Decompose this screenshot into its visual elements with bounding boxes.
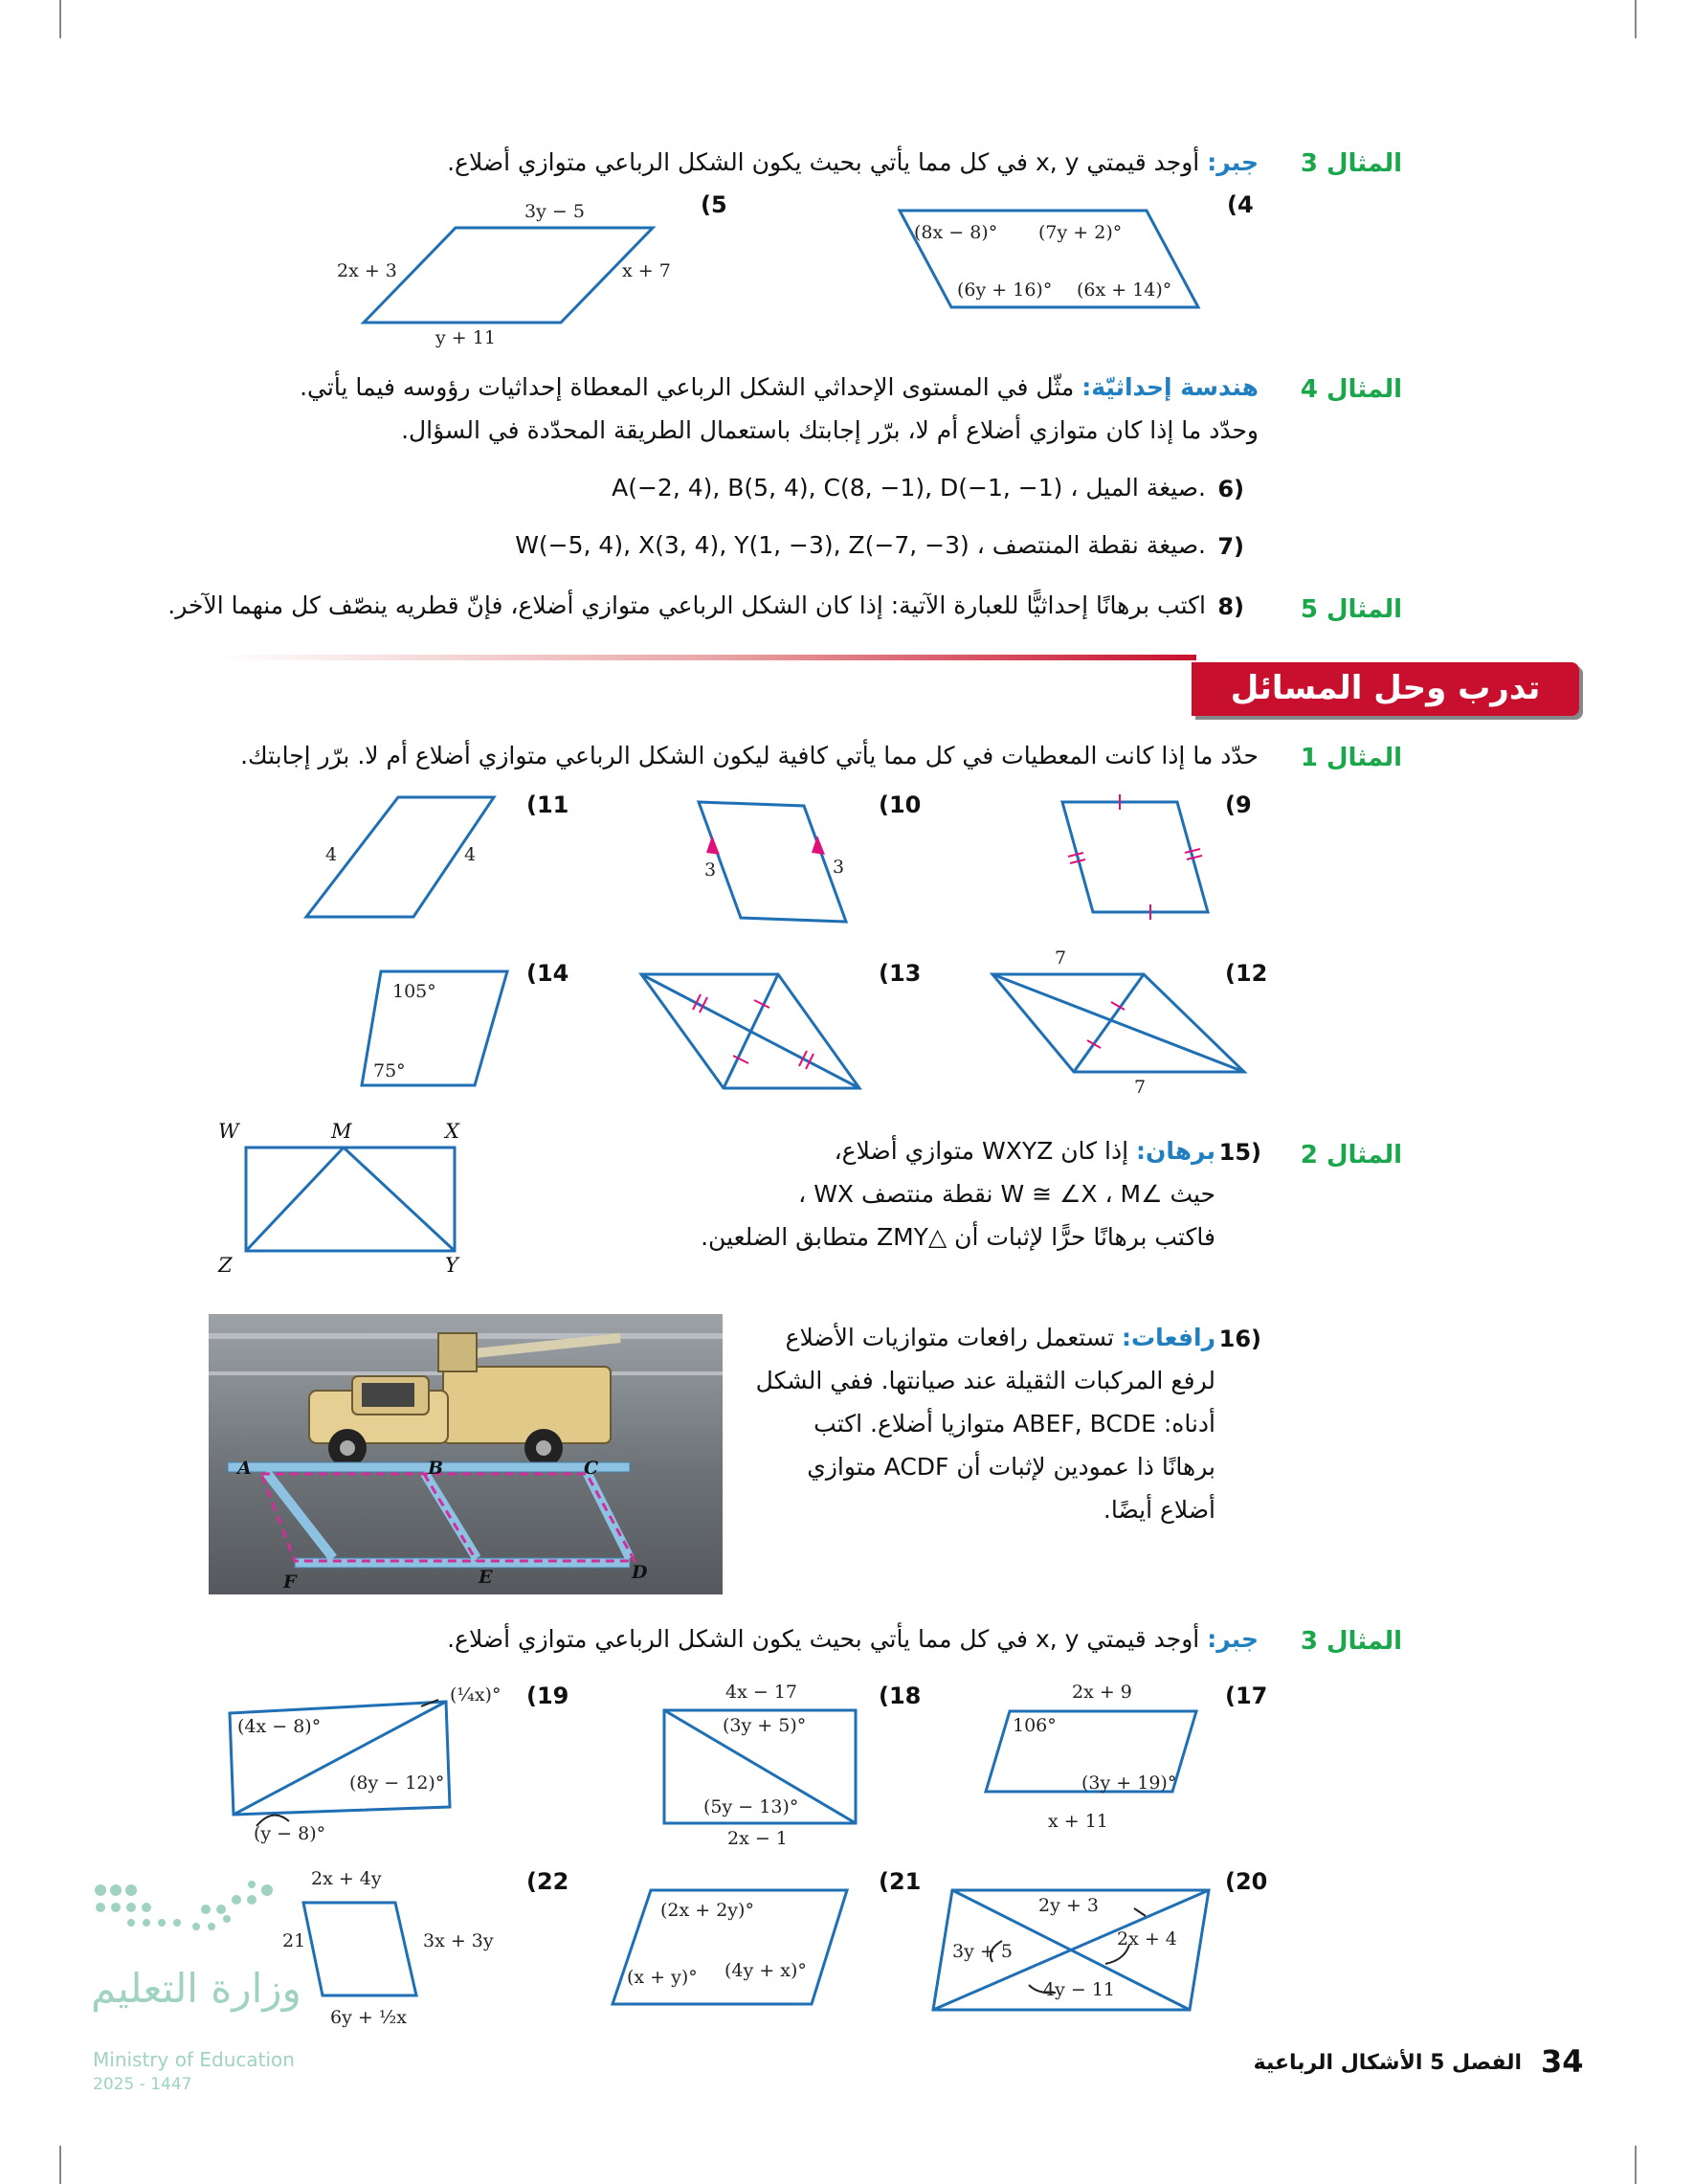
q20-bottom-segment: 4y − 11	[1043, 1979, 1115, 2000]
ministry-name-english: Ministry of Education	[93, 2048, 295, 2071]
q16-line-1	[718, 1319, 1215, 1357]
point-Y: Y	[445, 1254, 458, 1277]
q16-number: 16)	[1218, 1326, 1261, 1352]
q20-left-segment: 3y + 5	[952, 1941, 1013, 1962]
example-1-label: المثال 1	[1300, 744, 1402, 772]
q9-parallelogram	[1062, 799, 1215, 919]
q16-line-5: أضلاع أيضًا.	[1103, 1496, 1215, 1524]
lift-point-F: F	[283, 1571, 297, 1593]
q16-line-4: برهانًا ذا عمودين لإثبات أن ACDF متوازي	[807, 1453, 1215, 1481]
point-M: M	[331, 1120, 352, 1143]
instruction-text: أوجد قيمتي x, y في كل مما يأتي بحيث يكون الشكل الرباعي متوازي أضلاع.	[447, 1625, 1200, 1653]
q5-bottom-side: y + 11	[435, 327, 496, 348]
q10-number: (10	[879, 791, 922, 818]
chapter-label: الفصل 5	[1430, 2051, 1522, 2075]
q4-angle-2: (7y + 2)°	[1038, 222, 1123, 243]
q18-top: 4x − 17	[725, 1682, 797, 1703]
q20-number: (20	[1225, 1868, 1268, 1895]
q22-right: 3x + 3y	[423, 1930, 494, 1951]
q4-angle-1: (8x − 8)°	[914, 222, 998, 243]
page-number: 34	[1541, 2043, 1584, 2080]
q15-rectangle-diagram	[244, 1146, 459, 1253]
q14-number: (14	[526, 960, 569, 987]
q20-top-segment: 2y + 3	[1038, 1895, 1099, 1916]
q5-top-side: 3y − 5	[524, 201, 585, 222]
q11-number: (11	[526, 791, 569, 818]
q4-angle-3: (6y + 16)°	[957, 279, 1053, 301]
q16-line-2: لرفع المركبات الثقيلة عند صيانتها. ففي الشكل	[755, 1367, 1215, 1394]
keyword-lifts: رافعات:	[1122, 1324, 1215, 1351]
keyword-proof: برهان:	[1136, 1137, 1215, 1165]
q11-right-label: 4	[464, 844, 477, 865]
q20-right-segment: 2x + 4	[1117, 1928, 1177, 1950]
q17-angle-106: 106°	[1013, 1715, 1057, 1736]
q22-top: 2x + 4y	[311, 1868, 382, 1889]
q13-quadrilateral	[639, 971, 864, 1091]
lift-photo	[209, 1314, 723, 1594]
q17-angle-right: (3y + 19)°	[1081, 1772, 1177, 1794]
q14-angle-top: 105°	[392, 981, 436, 1002]
example-3b-instruction	[397, 1620, 1259, 1659]
q21-number: (21	[879, 1868, 922, 1895]
q6-number: 6)	[1217, 476, 1244, 502]
example-4-label: المثال 4	[1300, 375, 1402, 404]
example-4-instruction-2: وحدّد ما إذا كان متوازي أضلاع أم لا، برّر إجابتك باستعمال الطريقة المحدّدة في السؤال.	[401, 416, 1259, 444]
q5-left-side: 2x + 3	[337, 260, 397, 281]
q17-top: 2x + 9	[1072, 1682, 1132, 1703]
q16-line-3: أدناه: ABEF, BCDE متوازيا أضلاع. اكتب	[814, 1410, 1215, 1437]
q10-quadrilateral	[699, 799, 852, 924]
section-banner: تدرب وحل المسائل	[1192, 662, 1579, 716]
q5-number: (5	[701, 191, 727, 218]
q15-text-1: إذا كان WXYZ متوازي أضلاع،	[834, 1137, 1129, 1165]
q15-line-3: فاكتب برهانًا حرًّا لإثبات أن △ZMY متطابق الضلعين.	[701, 1223, 1215, 1251]
keyword-algebra: جبر:	[1207, 148, 1259, 176]
example-5-label: المثال 5	[1300, 595, 1402, 624]
q21-angle-top: (2x + 2y)°	[660, 1900, 754, 1921]
chapter-name: الأشكال الرباعية	[1253, 2051, 1423, 2075]
example-3b-label: المثال 3	[1300, 1627, 1402, 1656]
ministry-logo-mark	[91, 1881, 282, 1957]
q8-text: اكتب برهانًا إحداثيًّا للعبارة الآتية: إذا كان الشكل الرباعي متوازي أضلاع، فإنّ قطريه ينصّف كل منهما الآخر.	[167, 591, 1206, 619]
q12-top-label: 7	[1055, 947, 1067, 969]
q6-text: A(−2, 4), B(5, 4), C(8, −1), D(−1, −1) ، صيغة الميل.	[612, 474, 1206, 501]
q14-angle-bottom: 75°	[373, 1060, 406, 1081]
q22-number: (22	[526, 1868, 569, 1895]
q15-line-1	[680, 1132, 1215, 1170]
q15-line-2: حيث ∠W ≅ ∠X ، M نقطة منتصف WX ،	[798, 1180, 1215, 1208]
q13-number: (13	[879, 960, 922, 987]
lift-illustration	[209, 1314, 723, 1594]
q11-left-label: 4	[325, 844, 338, 865]
q5-right-side: x + 7	[622, 260, 671, 281]
example-1-instruction: حدّد ما إذا كانت المعطيات في كل مما يأتي كافية ليكون الشكل الرباعي متوازي أضلاع أم لا. برّر إجابتك.	[240, 742, 1259, 769]
q10-right-label: 3	[833, 857, 845, 878]
q22-left: 21	[282, 1930, 306, 1951]
lift-point-D: D	[632, 1562, 648, 1583]
example-3-label: المثال 3	[1300, 149, 1402, 178]
q19-angle-quarter: (¼x)°	[450, 1684, 502, 1705]
instruction-text: مثّل في المستوى الإحداثي الشكل الرباعي المعطاة إحداثيات رؤوسه فيما يأتي.	[300, 373, 1075, 401]
q18-bottom: 2x − 1	[727, 1828, 788, 1849]
q22-bottom: 6y + ½x	[330, 2007, 407, 2028]
chapter-title	[1254, 2051, 1522, 2075]
q12-quadrilateral	[991, 971, 1249, 1077]
point-Z: Z	[218, 1254, 233, 1277]
q10-left-label: 3	[704, 859, 717, 880]
lift-point-A: A	[237, 1458, 252, 1479]
q17-number: (17	[1225, 1683, 1268, 1709]
q5-parallelogram	[364, 225, 656, 325]
example-3-instruction	[397, 144, 1259, 182]
section-divider	[220, 655, 1196, 660]
example-2-label: المثال 2	[1300, 1141, 1402, 1170]
ministry-year: 2025 - 1447	[93, 2075, 192, 2094]
q12-bottom-label: 7	[1134, 1077, 1147, 1098]
q19-angle-right: (8y − 12)°	[349, 1772, 445, 1794]
q7-text: W(−5, 4), X(3, 4), Y(1, −3), Z(−7, −3) ، صيغة نقطة المنتصف.	[515, 531, 1206, 559]
q19-angle-left: (4x − 8)°	[237, 1716, 322, 1737]
q4-angle-4: (6x + 14)°	[1077, 279, 1172, 301]
lift-point-C: C	[584, 1458, 599, 1479]
q8-number: 8)	[1217, 593, 1244, 620]
q17-bottom: x + 11	[1048, 1811, 1108, 1832]
q18-angle-bottom: (5y − 13)°	[703, 1796, 799, 1817]
q18-angle-top: (3y + 5)°	[723, 1715, 807, 1736]
instruction-text: أوجد قيمتي x, y في كل مما يأتي بحيث يكون الشكل الرباعي متوازي أضلاع.	[447, 148, 1200, 176]
ministry-name-arabic: وزارة التعليم	[91, 1965, 301, 2012]
q21-angle-bottom-left: (x + y)°	[627, 1967, 698, 1988]
lift-point-B: B	[428, 1458, 444, 1479]
keyword-coordinate-geometry: هندسة إحداثيّة:	[1081, 373, 1259, 401]
q18-number: (18	[879, 1683, 922, 1709]
q4-number: (4	[1227, 191, 1254, 218]
q7-number: 7)	[1217, 533, 1244, 560]
q19-number: (19	[526, 1683, 569, 1709]
point-W: W	[218, 1120, 239, 1143]
lift-point-E: E	[479, 1567, 493, 1588]
q12-number: (12	[1225, 960, 1268, 987]
q19-angle-bottom: (y − 8)°	[254, 1823, 326, 1844]
keyword-algebra-2: جبر:	[1207, 1625, 1259, 1653]
example-4-instruction	[158, 368, 1259, 407]
q22-parallelogram	[301, 1900, 421, 1998]
q15-number: 15)	[1218, 1139, 1261, 1166]
q9-number: (9	[1225, 791, 1252, 818]
q16-text-1: تستعمل رافعات متوازيات الأضلاع	[785, 1324, 1115, 1351]
point-X: X	[445, 1120, 459, 1143]
q21-angle-bottom-right: (4y + x)°	[724, 1960, 807, 1981]
